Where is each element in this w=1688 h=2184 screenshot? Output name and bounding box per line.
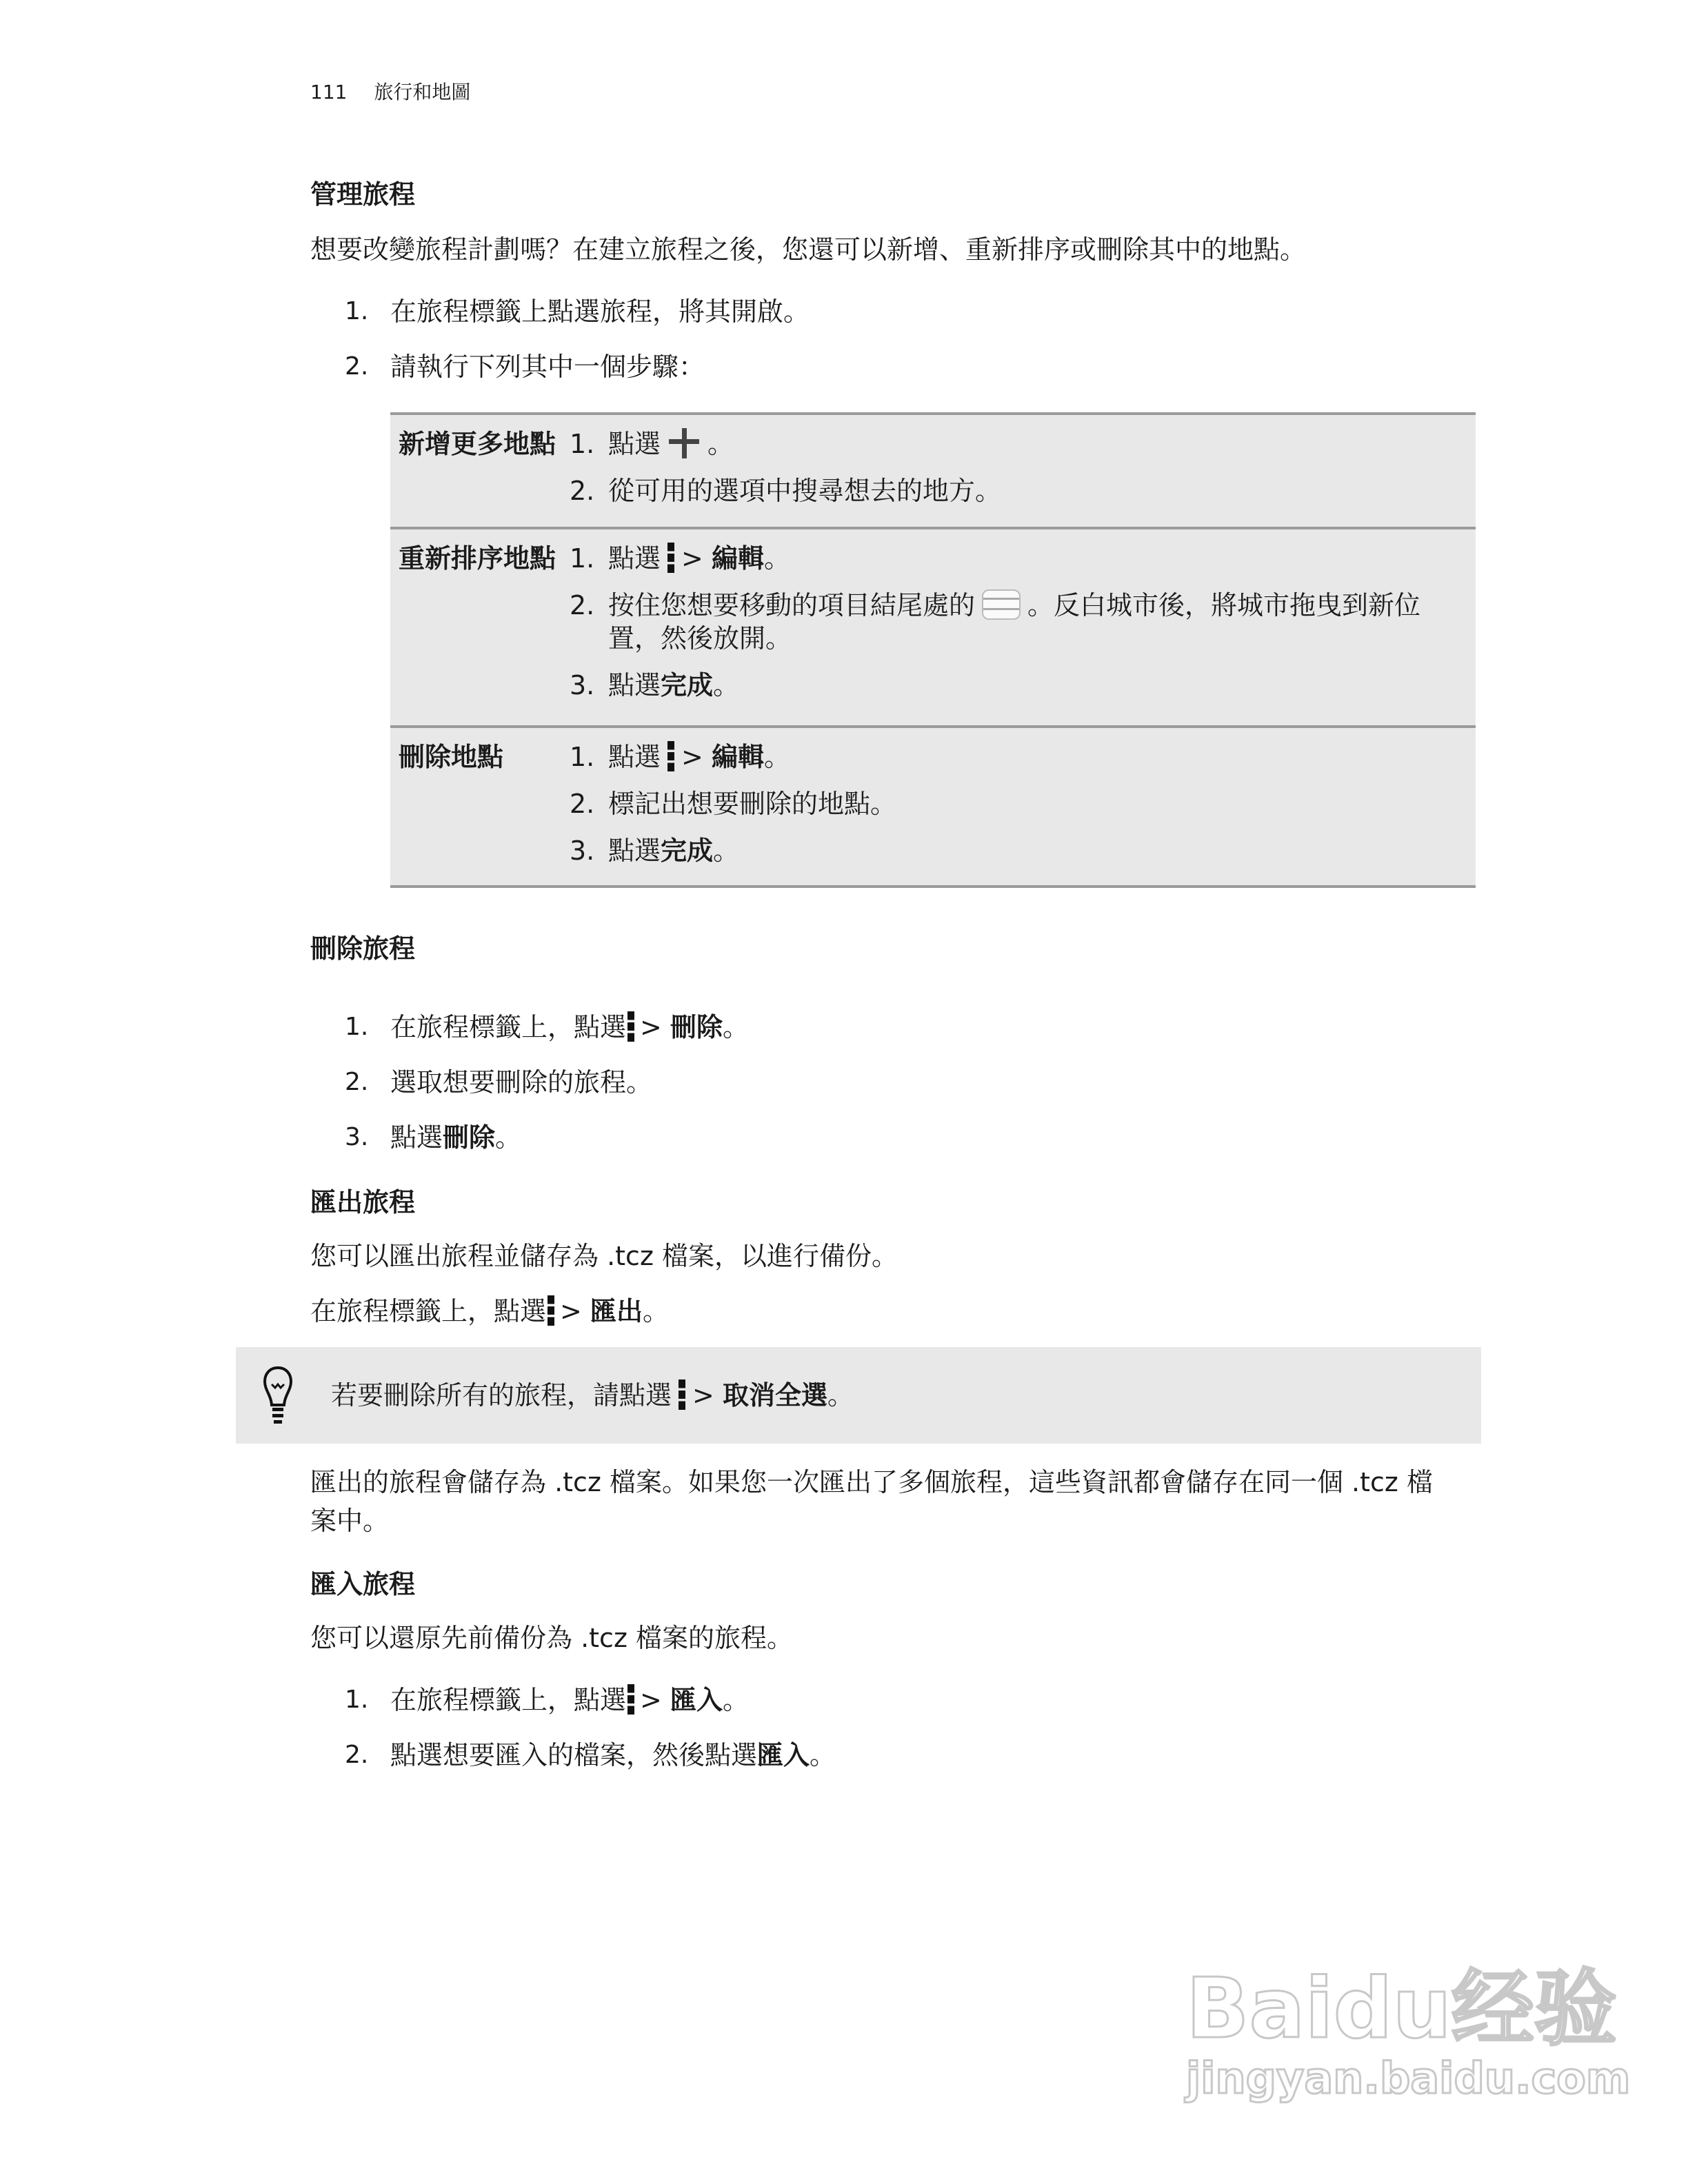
watermark-url: jingyan.baidu.com (1186, 2053, 1631, 2103)
step-number: 2. (345, 1741, 369, 1769)
step-number: 1. (570, 742, 595, 772)
section-title-delete: 刪除旅程 (310, 933, 416, 964)
text: 編輯 (711, 742, 764, 772)
row-label: 重新排序地點 (399, 543, 556, 574)
row-delete-places (390, 728, 1476, 888)
text: 匯出的旅程會儲存為 .tcz 檔案。如果您一次匯出了多個旅程，這些資訊都會儲存在同一個 .tcz 檔 (310, 1467, 1433, 1497)
text: 按住您想要移動的項目結尾處的 (608, 590, 976, 620)
export-p3 (310, 1463, 1433, 1540)
import-p1: 您可以還原先前備份為 .tcz 檔案的旅程。 (310, 1623, 793, 1653)
chapter-title: 旅行和地圖 (374, 81, 471, 103)
step (390, 474, 1476, 507)
row-label: 新增更多地點 (399, 429, 556, 459)
text: 在旅程標籤上，點選 (390, 1012, 627, 1042)
text: 點選 (608, 670, 661, 700)
text: 。 (707, 429, 734, 459)
page-number: 111 (310, 81, 348, 103)
text: 。 (642, 1296, 669, 1326)
text: 刪除 (443, 1122, 496, 1153)
step-number: 3. (570, 836, 595, 866)
step-number: 1. (345, 297, 369, 325)
text: 完成 (661, 836, 714, 866)
text: > (640, 1012, 662, 1042)
text: 取消全選 (722, 1380, 827, 1410)
text: 點選 (608, 429, 661, 459)
step-number: 1. (570, 429, 595, 459)
text: 點選 (608, 836, 661, 866)
step-number: 3. (345, 1123, 369, 1151)
text: 完成 (661, 670, 714, 700)
text: 在旅程標籤上，點選 (310, 1296, 547, 1326)
plus-icon (669, 428, 699, 458)
step (390, 669, 1476, 702)
page-header (310, 80, 470, 105)
step-number: 1. (345, 1686, 369, 1714)
text: 在旅程標籤上，點選 (390, 1685, 627, 1715)
tip-box (236, 1347, 1481, 1444)
section-title-export: 匯出旅程 (310, 1187, 416, 1217)
text: 刪除 (670, 1012, 723, 1042)
text: 。 (713, 670, 740, 700)
import-step-2 (390, 1739, 836, 1772)
step (390, 728, 1476, 774)
export-p1: 您可以匯出旅程並儲存為 .tcz 檔案，以進行備份。 (310, 1241, 898, 1271)
section-title-import: 匯入旅程 (310, 1569, 416, 1599)
step-number: 2. (345, 1068, 369, 1096)
step-number: 2. (570, 590, 595, 620)
step-number: 2. (570, 789, 595, 819)
text: 點選想要匯入的檔案，然後點選 (390, 1740, 758, 1770)
text: 。 (722, 1685, 749, 1715)
text: 匯入 (757, 1740, 810, 1770)
section-title-manage: 管理旅程 (310, 179, 416, 210)
import-step-1 (390, 1684, 749, 1717)
text: 匯出 (590, 1296, 643, 1326)
text: 。 (722, 1012, 749, 1042)
text: 置，然後放開。 (608, 623, 792, 654)
watermark-logo: Baidu经验 (1186, 1961, 1617, 2057)
step (390, 787, 1476, 820)
export-p2 (310, 1295, 669, 1328)
step-number: 2. (345, 352, 369, 381)
text: 點選 (608, 742, 661, 772)
more-menu-icon (667, 741, 674, 771)
text: 。 (495, 1122, 522, 1153)
step-number: 3. (570, 670, 595, 700)
step-number: 1. (345, 1013, 369, 1041)
text: 。 (763, 742, 790, 772)
text: > (692, 1380, 714, 1410)
text: 。 (810, 1740, 836, 1770)
delete-step-1 (390, 1011, 749, 1044)
text: 點選 (608, 543, 661, 574)
step (390, 529, 1476, 575)
text: > (560, 1296, 582, 1326)
delete-step-3 (390, 1121, 521, 1154)
step (390, 834, 1476, 867)
text: 從可用的選項中搜尋想去的地方。 (608, 476, 1002, 506)
options-table (390, 412, 1476, 888)
row-add-places (390, 415, 1476, 529)
text: > (640, 1685, 662, 1715)
row-label: 刪除地點 (399, 742, 504, 772)
text: 匯入 (670, 1685, 723, 1715)
text: > (681, 543, 703, 574)
step-number: 2. (570, 476, 595, 506)
tip-text (331, 1379, 854, 1412)
row-reorder-places (390, 529, 1476, 728)
lightbulb-icon (262, 1365, 294, 1431)
text: 點選 (390, 1122, 443, 1153)
manage-step-2: 請執行下列其中一個步驟： (390, 352, 705, 382)
text: 若要刪除所有的旅程，請點選 (331, 1380, 672, 1410)
text: 。 (763, 543, 790, 574)
more-menu-icon (627, 1684, 634, 1715)
delete-step-2: 選取想要刪除的旅程。 (390, 1067, 653, 1098)
more-menu-icon (667, 543, 674, 573)
text: > (681, 742, 703, 772)
baidu-watermark (1186, 1917, 1630, 2103)
step (390, 415, 1476, 461)
text: 標記出想要刪除的地點。 (608, 789, 897, 819)
text: 。 (827, 1380, 854, 1410)
text: 編輯 (711, 543, 764, 574)
step (390, 589, 1476, 655)
text: 。反白城市後，將城市拖曳到新位 (1027, 590, 1421, 620)
manage-intro: 想要改變旅程計劃嗎？在建立旅程之後，您還可以新增、重新排序或刪除其中的地點。 (310, 234, 1307, 265)
more-menu-icon (679, 1379, 685, 1410)
text: 案中。 (310, 1506, 390, 1536)
drag-handle-icon (982, 589, 1021, 620)
manage-step-1: 在旅程標籤上點選旅程，將其開啟。 (390, 296, 810, 327)
step-number: 1. (570, 543, 595, 574)
text: 。 (713, 836, 740, 866)
more-menu-icon (547, 1295, 554, 1326)
more-menu-icon (627, 1011, 634, 1042)
